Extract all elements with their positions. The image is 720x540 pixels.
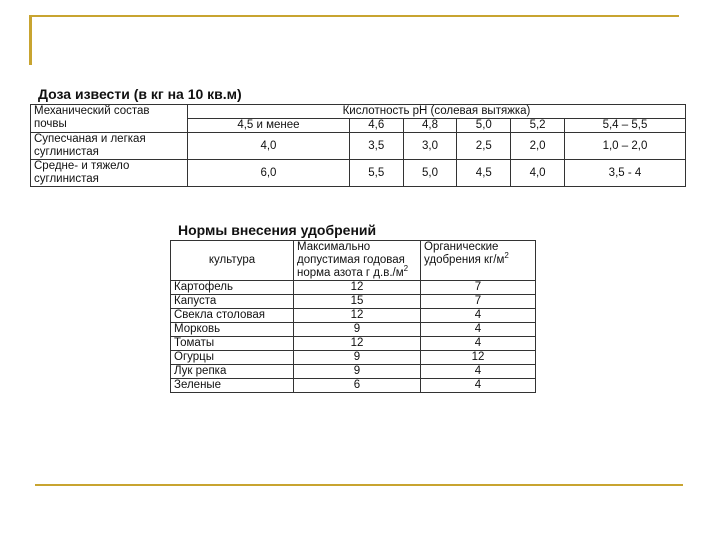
lime-dose-title: Доза извести (в кг на 10 кв.м) bbox=[38, 86, 242, 102]
organic-cell: 4 bbox=[421, 337, 536, 351]
table-header-row bbox=[171, 241, 536, 281]
table-row bbox=[171, 379, 536, 393]
dose-cell: 5,0 bbox=[403, 160, 457, 187]
nitrogen-header-text: Максимально допустимая годовая норма азота г д.в./м bbox=[297, 241, 405, 279]
dose-cell: 2,0 bbox=[511, 133, 565, 160]
acidity-header-cell: Кислотность pH (солевая вытяжка) bbox=[188, 105, 686, 119]
soil-cell: Супесчаная и легкая суглинистая bbox=[31, 133, 188, 160]
ph-column-header: 4,6 bbox=[349, 119, 403, 133]
superscript-2: 2 bbox=[403, 264, 409, 274]
table-row bbox=[171, 337, 536, 351]
nitrogen-cell: 12 bbox=[294, 309, 421, 323]
organic-cell: 4 bbox=[421, 365, 536, 379]
dose-cell: 6,0 bbox=[188, 160, 350, 187]
nitrogen-cell: 6 bbox=[294, 379, 421, 393]
dose-cell: 3,5 bbox=[349, 133, 403, 160]
dose-cell: 4,5 bbox=[457, 160, 511, 187]
table-row bbox=[171, 365, 536, 379]
table-row bbox=[171, 323, 536, 337]
fertilizer-norms-table bbox=[170, 240, 536, 393]
table-row bbox=[171, 295, 536, 309]
lime-dose-table bbox=[30, 104, 686, 187]
organic-header-text: Органические удобрения кг/м bbox=[424, 241, 505, 266]
table-row bbox=[171, 351, 536, 365]
crop-cell: Морковь bbox=[171, 323, 294, 337]
dose-cell: 3,0 bbox=[403, 133, 457, 160]
nitrogen-cell: 12 bbox=[294, 337, 421, 351]
top-accent-line bbox=[29, 15, 679, 17]
bottom-accent-line bbox=[35, 484, 683, 486]
organic-cell: 7 bbox=[421, 295, 536, 309]
dose-cell: 4,0 bbox=[188, 133, 350, 160]
dose-cell: 3,5 - 4 bbox=[564, 160, 685, 187]
crop-cell: Картофель bbox=[171, 281, 294, 295]
table-row bbox=[31, 133, 686, 160]
fertilizer-norms-title: Нормы внесения удобрений bbox=[178, 222, 377, 238]
table-row bbox=[171, 309, 536, 323]
nitrogen-cell: 9 bbox=[294, 323, 421, 337]
nitrogen-cell: 9 bbox=[294, 351, 421, 365]
organic-cell: 7 bbox=[421, 281, 536, 295]
crop-cell: Капуста bbox=[171, 295, 294, 309]
dose-cell: 1,0 – 2,0 bbox=[564, 133, 685, 160]
ph-column-header: 4,5 и менее bbox=[188, 119, 350, 133]
dose-cell: 2,5 bbox=[457, 133, 511, 160]
nitrogen-cell: 15 bbox=[294, 295, 421, 309]
left-accent-line bbox=[29, 15, 32, 65]
crop-cell: Томаты bbox=[171, 337, 294, 351]
dose-cell: 4,0 bbox=[511, 160, 565, 187]
organic-cell: 4 bbox=[421, 379, 536, 393]
crop-cell: Огурцы bbox=[171, 351, 294, 365]
table-row bbox=[31, 160, 686, 187]
soil-cell: Средне- и тяжело суглинистая bbox=[31, 160, 188, 187]
crop-header-cell: культура bbox=[171, 241, 294, 281]
organic-cell: 4 bbox=[421, 323, 536, 337]
ph-column-header: 5,2 bbox=[511, 119, 565, 133]
organic-cell: 4 bbox=[421, 309, 536, 323]
organic-cell: 12 bbox=[421, 351, 536, 365]
nitrogen-cell: 12 bbox=[294, 281, 421, 295]
crop-cell: Свекла столовая bbox=[171, 309, 294, 323]
nitrogen-header-cell bbox=[294, 241, 421, 281]
table-row bbox=[171, 281, 536, 295]
ph-column-header: 5,4 – 5,5 bbox=[564, 119, 685, 133]
crop-cell: Лук репка bbox=[171, 365, 294, 379]
ph-column-header: 5,0 bbox=[457, 119, 511, 133]
nitrogen-cell: 9 bbox=[294, 365, 421, 379]
superscript-2: 2 bbox=[504, 251, 509, 261]
dose-cell: 5,5 bbox=[349, 160, 403, 187]
table-header-row bbox=[31, 105, 686, 119]
organic-header-cell bbox=[421, 241, 536, 281]
soil-header-cell: Механический состав почвы bbox=[31, 105, 188, 133]
ph-column-header: 4,8 bbox=[403, 119, 457, 133]
crop-cell: Зеленые bbox=[171, 379, 294, 393]
